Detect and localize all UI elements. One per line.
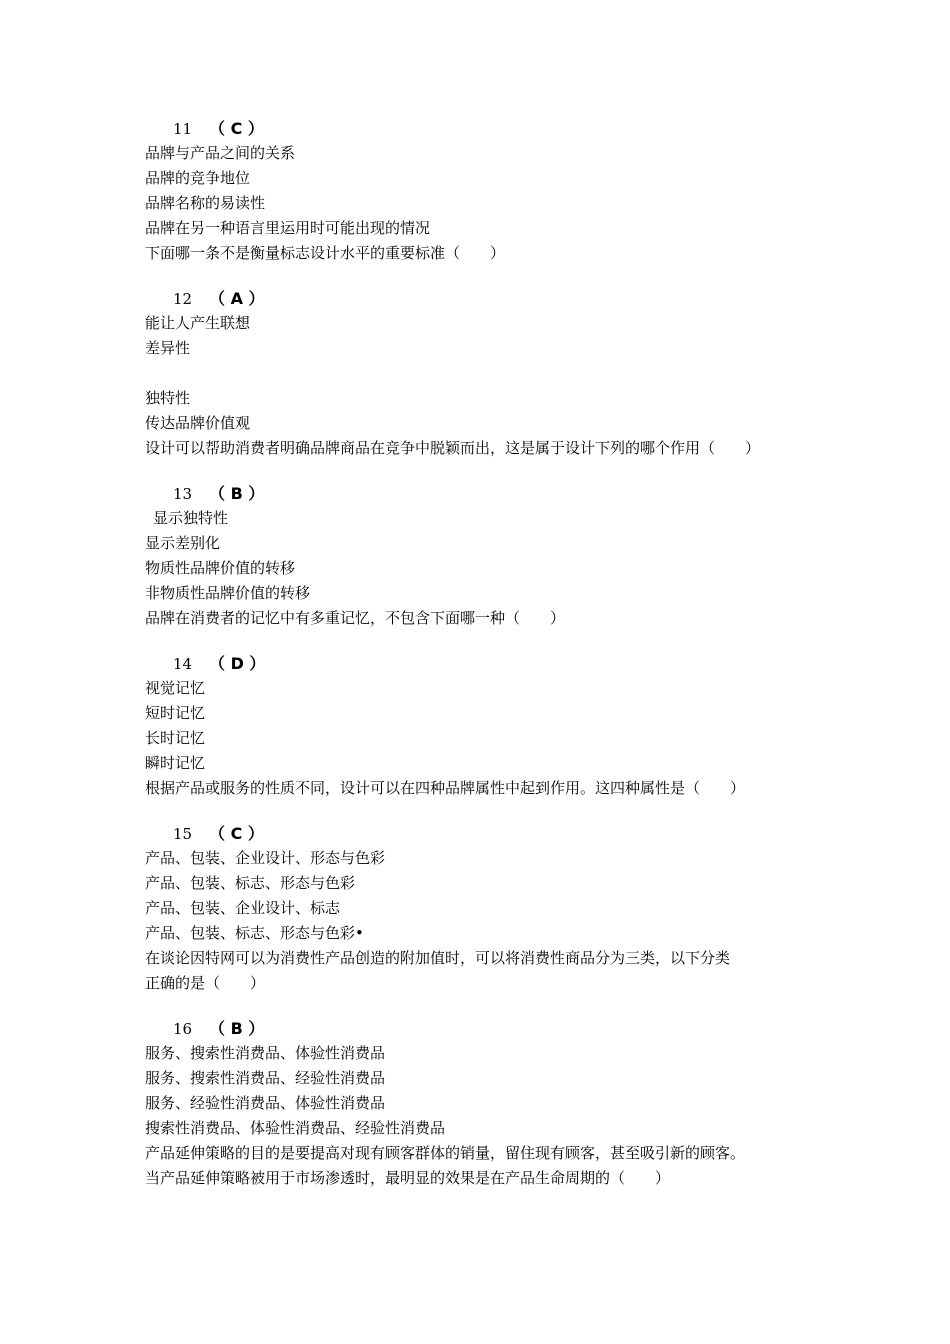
option-line: 视觉记忆 [145,679,206,697]
option-line: 瞬时记忆 [145,754,206,772]
option-line: 产品、包装、标志、形态与色彩• [145,924,364,942]
option-line: 产品、包装、企业设计、形态与色彩 [145,849,386,867]
option-line: 品牌名称的易读性 [145,194,266,212]
question-16 [145,1016,825,1191]
answer-label: （ C ） [209,119,264,138]
question-header [145,651,825,676]
question-header [145,286,825,311]
question-14 [145,651,825,801]
answer-label: （ B ） [209,484,265,503]
option-line: 品牌在另一种语言里运用时可能出现的情况 [145,219,431,237]
option-line: 产品、包装、标志、形态与色彩 [145,874,356,892]
question-15 [145,821,825,996]
question-number: 14 [173,655,193,673]
option-line: 产品、包装、企业设计、标志 [145,899,341,917]
question-text: 设计可以帮助消费者明确品牌商品在竞争中脱颖而出，这是属于设计下列的哪个作用（ ） [145,439,761,457]
option-line: 独特性 [145,389,191,407]
option-line: 搜索性消费品、体验性消费品、经验性消费品 [145,1119,446,1137]
option-line: 品牌与产品之间的关系 [145,144,296,162]
answer-label: （ C ） [209,824,264,843]
question-number: 12 [173,290,193,308]
answer-label: （ D ） [209,654,266,673]
option-line: 非物质性品牌价值的转移 [145,584,311,602]
question-text: 根据产品或服务的性质不同，设计可以在四种品牌属性中起到作用。这四种属性是（ ） [145,779,746,797]
question-number: 13 [173,485,193,503]
question-text: 下面哪一条不是衡量标志设计水平的重要标准（ ） [145,244,506,262]
question-text: 品牌在消费者的记忆中有多重记忆，不包含下面哪一种（ ） [145,609,566,627]
option-line: 显示独特性 [153,509,229,527]
option-line: 服务、经验性消费品、体验性消费品 [145,1094,386,1112]
document-body [145,116,825,1211]
question-11 [145,116,825,266]
option-line: 能让人产生联想 [145,314,251,332]
question-13 [145,481,825,631]
question-number: 15 [173,825,193,843]
option-line: 服务、搜索性消费品、经验性消费品 [145,1069,386,1087]
answer-label: （ B ） [209,1019,265,1038]
question-text: 在谈论因特网可以为消费性产品创造的附加值时，可以将消费性商品分为三类，以下分类 [145,949,731,967]
question-header [145,1016,825,1041]
option-line: 短时记忆 [145,704,206,722]
question-text-continued: 当产品延伸策略被用于市场渗透时，最明显的效果是在产品生命周期的（ ） [145,1169,671,1187]
question-header [145,116,825,141]
question-text: 产品延伸策略的目的是要提高对现有顾客群体的销量，留住现有顾客，甚至吸引新的顾客。 [145,1144,746,1162]
option-line: 差异性 [145,339,191,357]
answer-label: （ A ） [209,289,265,308]
option-line: 长时记忆 [145,729,206,747]
blank-line [145,361,825,386]
option-line: 服务、搜索性消费品、体验性消费品 [145,1044,386,1062]
question-12 [145,286,825,461]
question-header [145,821,825,846]
option-line: 品牌的竞争地位 [145,169,251,187]
option-line: 显示差别化 [145,534,221,552]
question-text-continued: 正确的是（ ） [145,974,266,992]
option-line: 传达品牌价值观 [145,414,251,432]
question-number: 16 [173,1020,193,1038]
question-number: 11 [173,120,193,138]
option-line: 物质性品牌价值的转移 [145,559,296,577]
question-header [145,481,825,506]
